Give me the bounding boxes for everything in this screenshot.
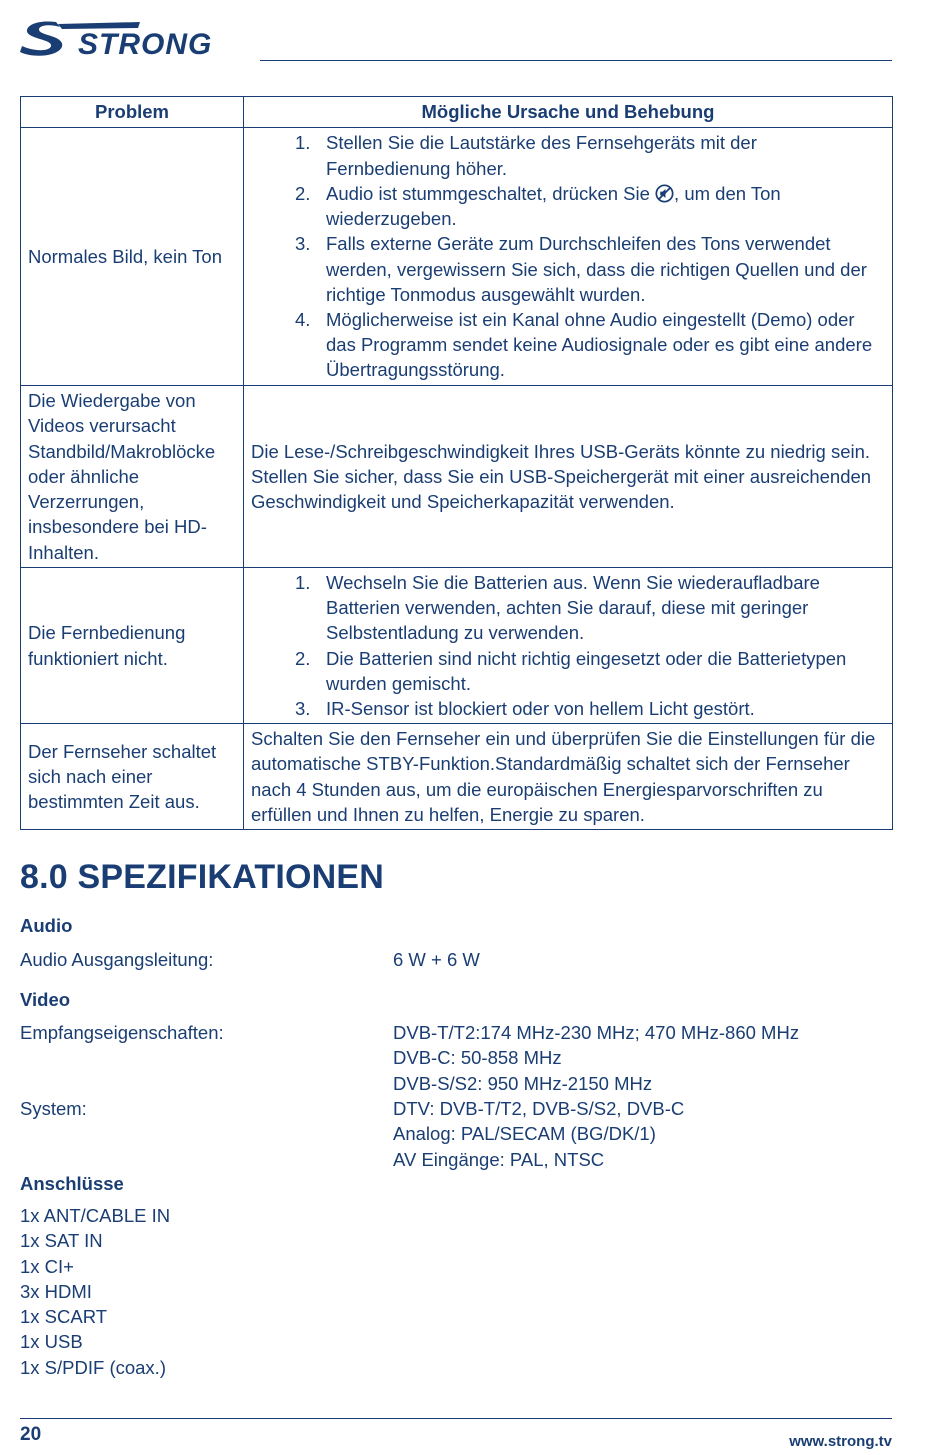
solution-cell: [244, 568, 893, 724]
list-number: 2.: [295, 647, 311, 669]
list-text: Falls externe Geräte zum Durchschleifen des Tons verwendet werden, vergewissern Sie sich, dass die richtigen Quellen und der richtige Tonmodus ausgewählt wurden.: [326, 233, 867, 305]
list-item: 1x USB: [20, 1331, 83, 1353]
list-text: Die Batterien sind nicht richtig eingesetzt oder die Batterietypen wurden gemischt.: [326, 647, 847, 694]
table-header-row: [21, 97, 893, 128]
table-row: [21, 128, 893, 386]
list-item: 1x CI+: [20, 1255, 74, 1277]
table-row: [21, 724, 893, 830]
table-row: [21, 568, 893, 724]
list-item: 3x HDMI: [20, 1280, 92, 1302]
list-number: 1.: [295, 132, 311, 154]
list-text: Möglicherweise ist ein Kanal ohne Audio eingestellt (Demo) oder das Programm sendet keine Audiosignale oder es gibt eine andere Übertragungsstörung.: [326, 308, 873, 381]
list-item: 1x SCART: [20, 1306, 108, 1328]
list-item: 1x S/PDIF (coax.): [20, 1356, 166, 1378]
list-item: [251, 130, 885, 180]
list-number: 4.: [295, 308, 311, 330]
list-number: 2.: [295, 182, 311, 204]
spec-values: [393, 1020, 799, 1096]
website-link[interactable]: www.strong.tv: [789, 1433, 892, 1450]
list-text: , um den Ton wiederzugeben.: [326, 182, 781, 230]
list-number: 3.: [295, 697, 311, 719]
spec-value: AV Eingänge: PAL, NTSC: [393, 1148, 605, 1170]
list-item: [251, 231, 885, 307]
list-item: [251, 181, 885, 231]
spec-label: Audio Ausgangsleitung:: [20, 949, 214, 970]
problem-cell: Normales Bild, kein Ton: [21, 128, 244, 386]
svg-text:STRONG: STRONG: [78, 28, 213, 60]
header-rule: [260, 60, 892, 61]
problem-cell: Der Fernseher schaltet sich nach einer bestimmten Zeit aus.: [21, 724, 244, 830]
solution-list: [251, 130, 885, 382]
connections-heading: Anschlüsse: [20, 1173, 124, 1194]
solution-cell: [244, 128, 893, 386]
video-heading: Video: [20, 989, 71, 1010]
spec-value: DTV: DVB-T/T2, DVB-S/S2, DVB-C: [393, 1098, 685, 1119]
solution-cell: Die Lese-/Schreibgeschwindigkeit Ihres USB-Geräts könnte zu niedrig sein. Stellen Sie sicher, dass Sie ein USB-Speichergerät mit einer ausreichenden Geschwindigkeit und Speicherkapazität verwenden.: [244, 386, 893, 568]
problem-cell: Die Wiedergabe von Videos verursacht Standbild/Makroblöcke oder ähnliche Verzerrungen, insbesondere bei HD-Inhalten.: [21, 386, 244, 568]
list-text: Audio ist stummgeschaltet, drücken Sie: [326, 182, 656, 204]
spec-value: DVB-C: 50-858 MHz: [393, 1047, 562, 1069]
spec-values: [393, 1096, 684, 1172]
spec-label: Empfangseigenschaften:: [20, 1022, 224, 1043]
section-title: 8.0 SPEZIFIKATIONEN: [20, 858, 385, 896]
audio-heading: Audio: [20, 915, 73, 936]
solution-cell: Schalten Sie den Fernseher ein und überprüfen Sie die Einstellungen für die automatische STBY-Funktion.Standardmäßig schaltet sich der Fernseher nach 4 Stunden aus, um die europäischen Energiesparvorschriften zu erfüllen und Ihnen zu helfen, Energie zu sparen.: [244, 724, 893, 830]
list-text: Wechseln Sie die Batterien aus. Wenn Sie wiederaufladbare Batterien verwenden, achten Sie darauf, diese mit geringer Selbstentladung zu verwenden.: [326, 571, 820, 644]
list-text: Stellen Sie die Lautstärke des Fernsehgeräts mit der Fernbedienung höher.: [326, 132, 757, 179]
list-item: [251, 307, 885, 383]
solution-list: [251, 570, 885, 721]
strong-logo: [20, 18, 230, 60]
mute-icon: [655, 184, 674, 203]
spec-label: System:: [20, 1098, 87, 1119]
list-item: 1x SAT IN: [20, 1230, 103, 1252]
spec-values: [393, 947, 480, 972]
spec-value: 6 W + 6 W: [393, 949, 480, 970]
spec-value: Analog: PAL/SECAM (BG/DK/1): [393, 1123, 656, 1145]
list-number: 3.: [295, 233, 311, 255]
problem-cell: Die Fernbedienung funktioniert nicht.: [21, 568, 244, 724]
list-text: IR-Sensor ist blockiert oder von hellem Licht gestört.: [326, 697, 755, 719]
column-header-solution: Mögliche Ursache und Behebung: [244, 97, 893, 128]
list-number: 1.: [295, 571, 311, 593]
list-item: 1x ANT/CABLE IN: [20, 1205, 171, 1226]
spec-value: DVB-S/S2: 950 MHz-2150 MHz: [393, 1072, 653, 1094]
page-number: 20: [20, 1424, 42, 1445]
footer-rule: [20, 1418, 892, 1419]
table-row: [21, 386, 893, 568]
list-item: [251, 696, 885, 721]
troubleshooting-table: [20, 96, 893, 830]
page-header: [20, 18, 892, 68]
column-header-problem: Problem: [21, 97, 244, 128]
spec-value: DVB-T/T2:174 MHz-230 MHz; 470 MHz-860 MHz: [393, 1022, 800, 1043]
list-item: [251, 646, 885, 696]
connections-list: [20, 1203, 170, 1380]
list-item: [251, 570, 885, 646]
